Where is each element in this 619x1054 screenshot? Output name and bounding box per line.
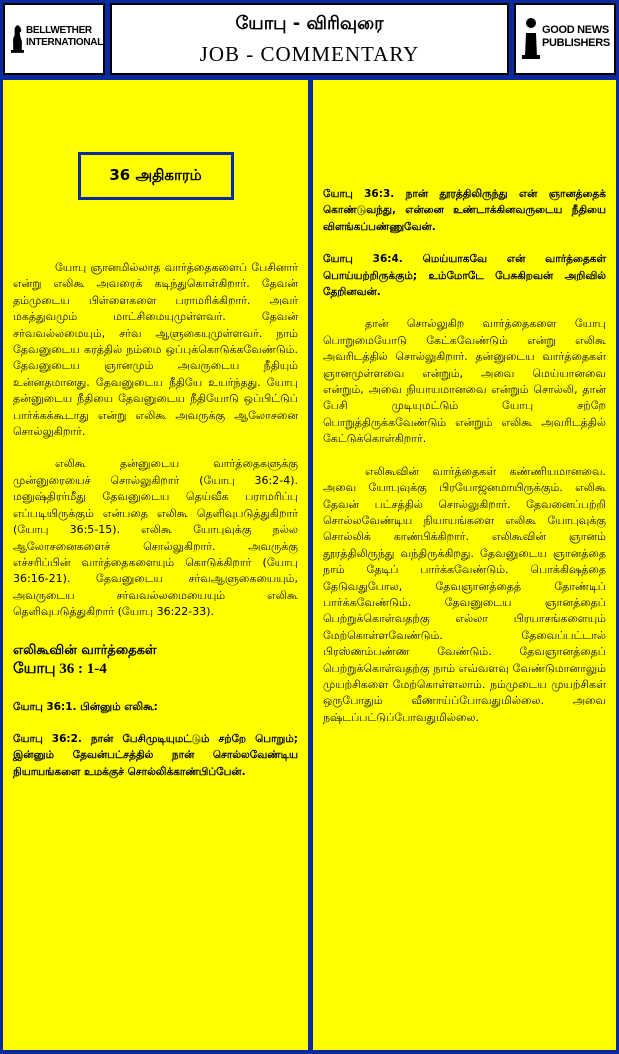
title-tamil: யோபு - விரிவுரை: [235, 13, 384, 34]
verse-36-3: யோபு 36:3. நான் தூரத்திலிருந்து என் ஞானத்தைக் கொண்டுவந்து, என்னை உண்டாக்கினவருடைய நீதியை விளங்கப்பண்ணுவேன்.: [323, 188, 606, 233]
commentary-paragraph-2: எலிகூவின் வார்த்தைகள் கண்ணியமானவை. அவை யோபுவுக்கு பிரயோஜனமாயிருக்கும். எலிகூ தேவன் பட்சத்தில் சொல்லுகிறார். தேவனைப்பற்றி சொல்லவேண்டிய நியாயங்களை எலிகூ யோபுவுக்கு சொல்லிக் காண்பிக்கிறார். எலிகூவின் ஞானம் தூரத்திலிருந்து வந்திருக்கிறது. தேவனுடைய ஞானத்தை நாம் தேடிப் பார்க்கவேண்டும். பொக்கிஷத்தை தேடுவதுபோல, தேவஞானத்தைத் தோண்டிப் பார்க்கவேண்டும். தேவனுடைய ஞானத்தைப் பெற்றுக்கொள்வதற்கு எல்லா பிரயாசங்களையும் மேற்கொள்ளவேண்டும். தேவைப்பட்டால் பிரஸ்ணம்பண்ண வேண்டும். தேவஞானத்தைப் பெற்றுக்கொள்வதற்கு நாம் எவ்வளவு வேண்டுமானாலும் முயற்சிகளை மேற்கொள்ளலாம். நம்முடைய முயற்சிகள் ஒருபோதும் வீணாய்ப்போவதுமில்லை. அவை நஷ்டப்பட்டுப்போவதுமில்லை.: [323, 464, 606, 724]
section-reference: யோபு 36 : 1-4: [13, 660, 107, 677]
commentary-paragraph-1: தான் சொல்லுகிற வார்த்தைகளை யோபு பொறுமையோடு கேட்கவேண்டும் என்று எலிகூ அவரிடத்தில் சொல்லுகிறார். தன்னுடைய வார்த்தைகள் ஞானமுள்ளவை என்றும், அவை மெய்யானவை என்றும், அவை நியாயமானவை என்றும் சொல்லி, தான் பேசி முடியுமட்டும் யோபு சற்றே பொறுத்திருக்கவேண்டும் என்றும் எலிகூ அவரிடத்தில் கேட்டுக்கொள்கிறார்.: [323, 317, 606, 446]
section-title: எலிகூவின் வார்த்தைகள்: [13, 642, 157, 658]
chapter-heading: 36 அதிகாரம்: [78, 152, 234, 200]
publisher-logo-left: [3, 3, 105, 75]
good-news-logo-text: GOOD NEWS PUBLISHERS: [542, 24, 610, 49]
intro-paragraph-2: எலிகூ தன்னுடைய வார்த்தைகளுக்கு முன்னுரையைச் சொல்லுகிறார் (யோபு 36:2-4). மனுஷ்திரர்மீது தேவனுடைய தெய்வீக பராமரிப்பு எப்படியிருக்கும் என்பதை எலிகூ தெளிவுபடுத்துகிறார் (யோபு 36:5-15). எலிகூ யோபுவுக்கு நல்ல ஆலோசனைகளைச் சொல்லுகிறார். அவருக்கு எச்சரிப்பின் வார்த்தைகளையும் கொடுக்கிறார் (யோபு 36:16-21). தேவனுடைய சர்வஆளுகையையும், அவருடைய சர்வவல்லமையையும் எலிகூ தெளிவுபடுத்துகிறார் (யோபு 36:22-33).: [13, 457, 298, 619]
verse-36-1: யோபு 36:1. பின்னும் எலிகூ:: [13, 700, 158, 713]
title-english: JOB - COMMENTARY: [199, 42, 420, 66]
publisher-logo-right: [514, 3, 616, 75]
good-news-figure-icon: [522, 15, 540, 59]
intro-paragraph-1: யோபு ஞானமில்லாத வார்த்தைகளைப் பேசினார் என்று எலிகூ அவரைக் கடிந்துகொள்கிறார். தேவன் தம்முடைய பிள்ளைகளை பராமரிக்கிறார். அவர் மகத்துவமும் மாட்சிமையுமுள்ளவர். தேவன் சர்வவல்லமையும், சர்வ ஆளுகையுமுள்ளவர். நாம் தேவனுடைய கரத்தில் நம்மை ஒப்புக்கொடுக்கவேண்டும். தேவனுடைய ஞானமும் அவருடைய நீதியும் உன்னதமானது. தேவனுடைய நீதியே உயர்ந்தது. யோபு தன்னுடைய நீதியை தேவனுடைய நீதியோடு ஒப்பிட்டுப் பார்க்கக்கூடாது என்று எலிகூ அவருக்கு ஆலோசனை சொல்லுகிறார்.: [13, 261, 298, 439]
header-title-box: [110, 3, 509, 75]
left-column: [3, 80, 308, 1050]
bellwether-ram-icon: [11, 15, 24, 59]
verse-36-2: யோபு 36:2. நான் பேசிமுடியுமட்டும் சற்றே பொறும்; இன்னும் தேவன்பட்சத்தில் நான் சொல்லவேண்டிய நியாயங்களை உமக்குச் சொல்லிக்காண்பிப்பேன்.: [13, 732, 298, 778]
verse-36-4: யோபு 36:4. மெய்யாகவே என் வார்த்தைகள் பொய்யற்றிருக்கும்; உம்மோடே பேசுகிறவன் அறிவில் தேறினவன்.: [323, 253, 606, 299]
right-column: [313, 80, 616, 1050]
bellwether-logo-text: BELLWETHER INTERNATIONAL: [25, 25, 103, 48]
